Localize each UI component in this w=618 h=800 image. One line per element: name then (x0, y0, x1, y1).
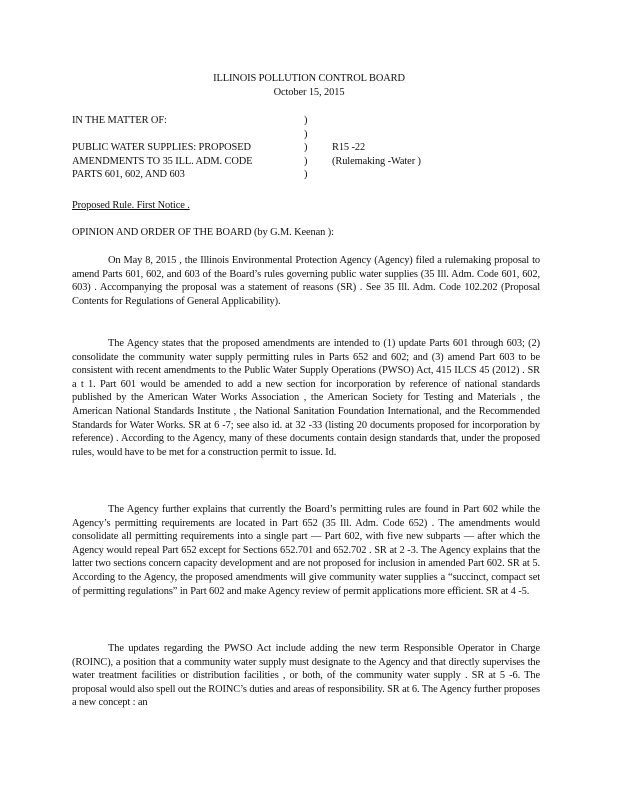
document-date: October 15, 2015 (273, 87, 345, 98)
opinion-heading: OPINION AND ORDER OF THE BOARD (by G.M. Keenan ): (72, 227, 334, 238)
docket-number: R15 -22 (332, 142, 366, 154)
caption-row: ) (304, 128, 308, 140)
body-paragraph: The Agency further explains that currently the Board’s permitting rules are found in Part 602 while the Agency’s permitting requirements are located in Part 652 (35 Ill. Adm. Code 652) . The amendments would consolidate all permitting requirements into a single part — Part 602, with five new subparts — after which the Agency would repeal Part 652 except for Sections 652.701 and 652.702 . SR at 2 -3. The Agency explains that the latter two sections concern capacity development and are not proposed for inclusion in amended Part 602. SR at 5. According to the Agency, the proposed amendments will give community water supplies a “succinct, compact set of permitting regulations” in Part 602 and make Agency review of permit applications more efficient. SR at 4 -5. (72, 504, 540, 597)
body-paragraph: On May 8, 2015 , the Illinois Environmental Protection Agency (Agency) filed a rulemaking proposal to amend Parts 601, 602, and 603 of the Board’s rules governing public water supplies (35 Ill. Adm. Code 601, 602, 603) . Accompanying the proposal was a statement of reasons (SR) . See 35 Ill. Adm. Code 102.202 (Proposal Contents for Regulations of General Applicability). (72, 255, 540, 307)
caption-row: IN THE MATTER OF: ) (72, 115, 308, 126)
caption-row: AMENDMENTS TO 35 ILL. ADM. CODE ) (Rulemaking -Water ) (72, 155, 552, 169)
proposed-rule-heading: Proposed Rule. First Notice . (72, 200, 190, 211)
body-paragraph: The updates regarding the PWSO Act include adding the new term Responsible Operator in Charge (ROINC), a position that a community water supply must designate to the Agency and that directly supervises the water treatment facilities or distribution facilities , or both, of the community water supply . SR at 5 -6. The proposal would also spell out the ROINC’s duties and areas of responsibility. SR at 6. The Agency further proposes a new concept : an (72, 643, 540, 709)
case-caption (72, 114, 552, 182)
caption-row: PARTS 601, 602, AND 603 ) (72, 169, 308, 181)
board-title: ILLINOIS POLLUTION CONTROL BOARD (213, 73, 405, 84)
rulemaking-type: (Rulemaking -Water ) (332, 155, 421, 167)
caption-row: PUBLIC WATER SUPPLIES: PROPOSED ) R15 -22 (72, 141, 552, 155)
body-paragraph: The Agency states that the proposed amendments are intended to (1) update Parts 601 through 603; (2) consolidate the community water supply permitting rules in Parts 652 and 602; and (3) amend Part 603 to be consistent with recent amendments to the Public Water Supply Operations (PWSO) Act, 415 ILCS 45 (2012) . SR a t 1. Part 601 would be amended to add a new section for incorporation by reference of national standards published by the American Water Works Association , the American Society for Testing and Materials , the American National Standards Institute , the National Sanitation Foundation International, and the Recommended Standards for Water Works. SR at 6 -7; see also id. at 32 -33 (listing 20 documents proposed for incorporation by reference) . According to the Agency, many of these documents contain design standards that, under the proposed rules, would have to be met for a construction permit to issue. Id. (72, 338, 540, 458)
